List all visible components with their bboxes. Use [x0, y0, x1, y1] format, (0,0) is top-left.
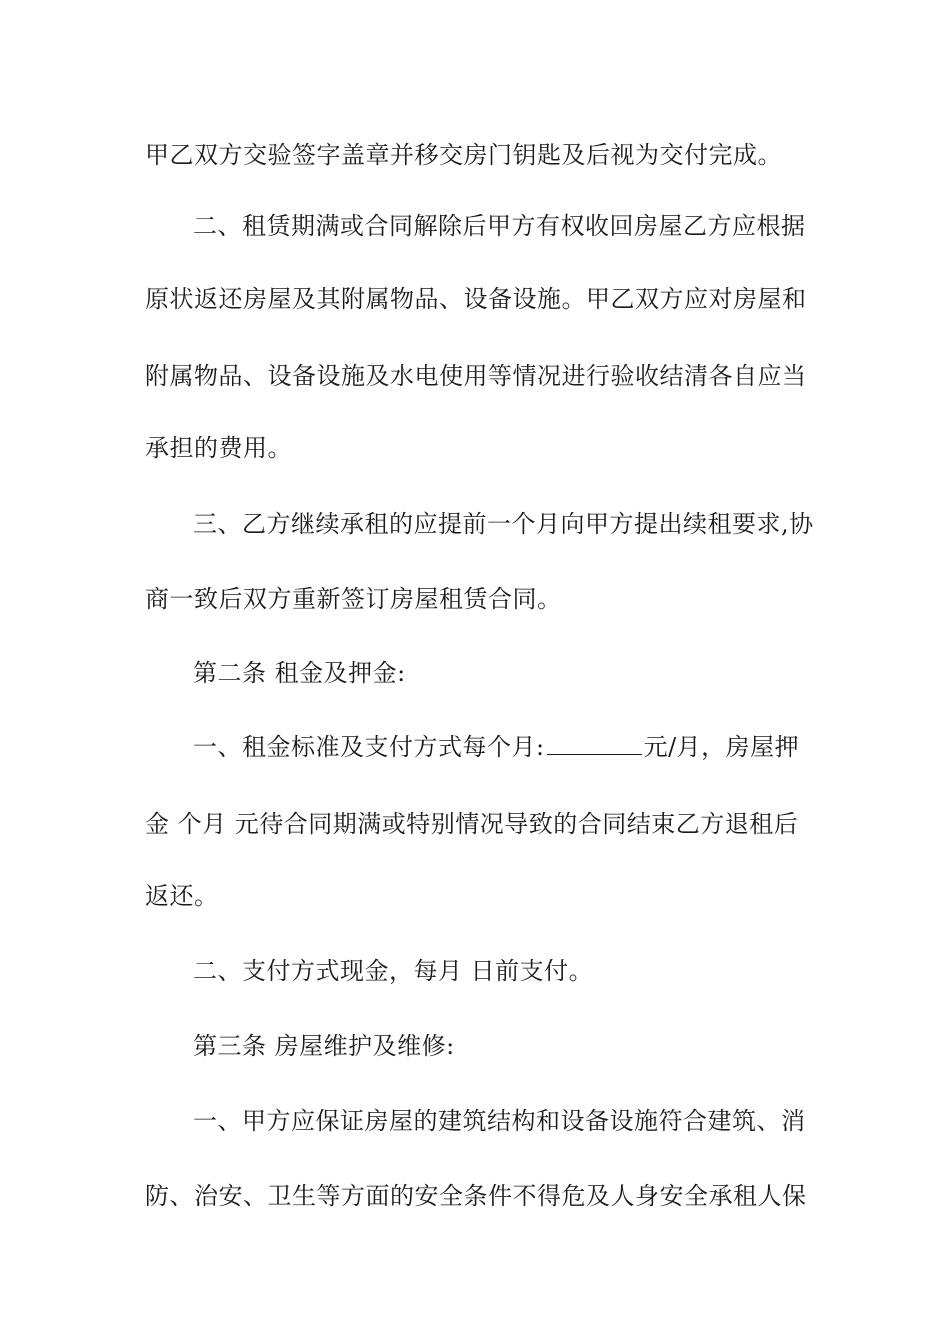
section-heading: 第二条 租金及押金: [193, 659, 406, 687]
paragraph-line: 三、乙方继续承租的应提前一个月向甲方提出续租要求,协 [193, 510, 814, 538]
rent-label: 一、租金标准及支付方式每个月: [193, 733, 545, 761]
paragraph-line: 附属物品、设备设施及水电使用等情况进行验收结清各自应当 [145, 362, 807, 390]
paragraph-line: 返还。 [145, 882, 219, 910]
rent-line [193, 731, 858, 763]
paragraph-line: 防、治安、卫生等方面的安全条件不得危及人身安全承租人保 [145, 1182, 807, 1210]
paragraph-line: 承担的费用。 [145, 434, 292, 462]
section-heading: 第三条 房屋维护及维修: [193, 1032, 455, 1060]
rent-unit: 元/月，房屋押 [643, 733, 800, 761]
paragraph-line: 金 个月 元待合同期满或特别情况导致的合同结束乙方退租后 [145, 810, 799, 838]
rent-amount-blank [547, 732, 642, 755]
paragraph-line: 二、租赁期满或合同解除后甲方有权收回房屋乙方应根据 [193, 212, 806, 240]
paragraph-line: 一、甲方应保证房屋的建筑结构和设备设施符合建筑、消 [193, 1107, 806, 1135]
paragraph-line: 二、支付方式现金，每月 日前支付。 [193, 957, 594, 985]
paragraph-line: 商一致后双方重新签订房屋租赁合同。 [145, 585, 562, 613]
paragraph-line: 甲乙双方交验签字盖章并移交房门钥匙及后视为交付完成。 [145, 141, 782, 169]
paragraph-line: 原状返还房屋及其附属物品、设备设施。甲乙双方应对房屋和 [145, 285, 807, 313]
